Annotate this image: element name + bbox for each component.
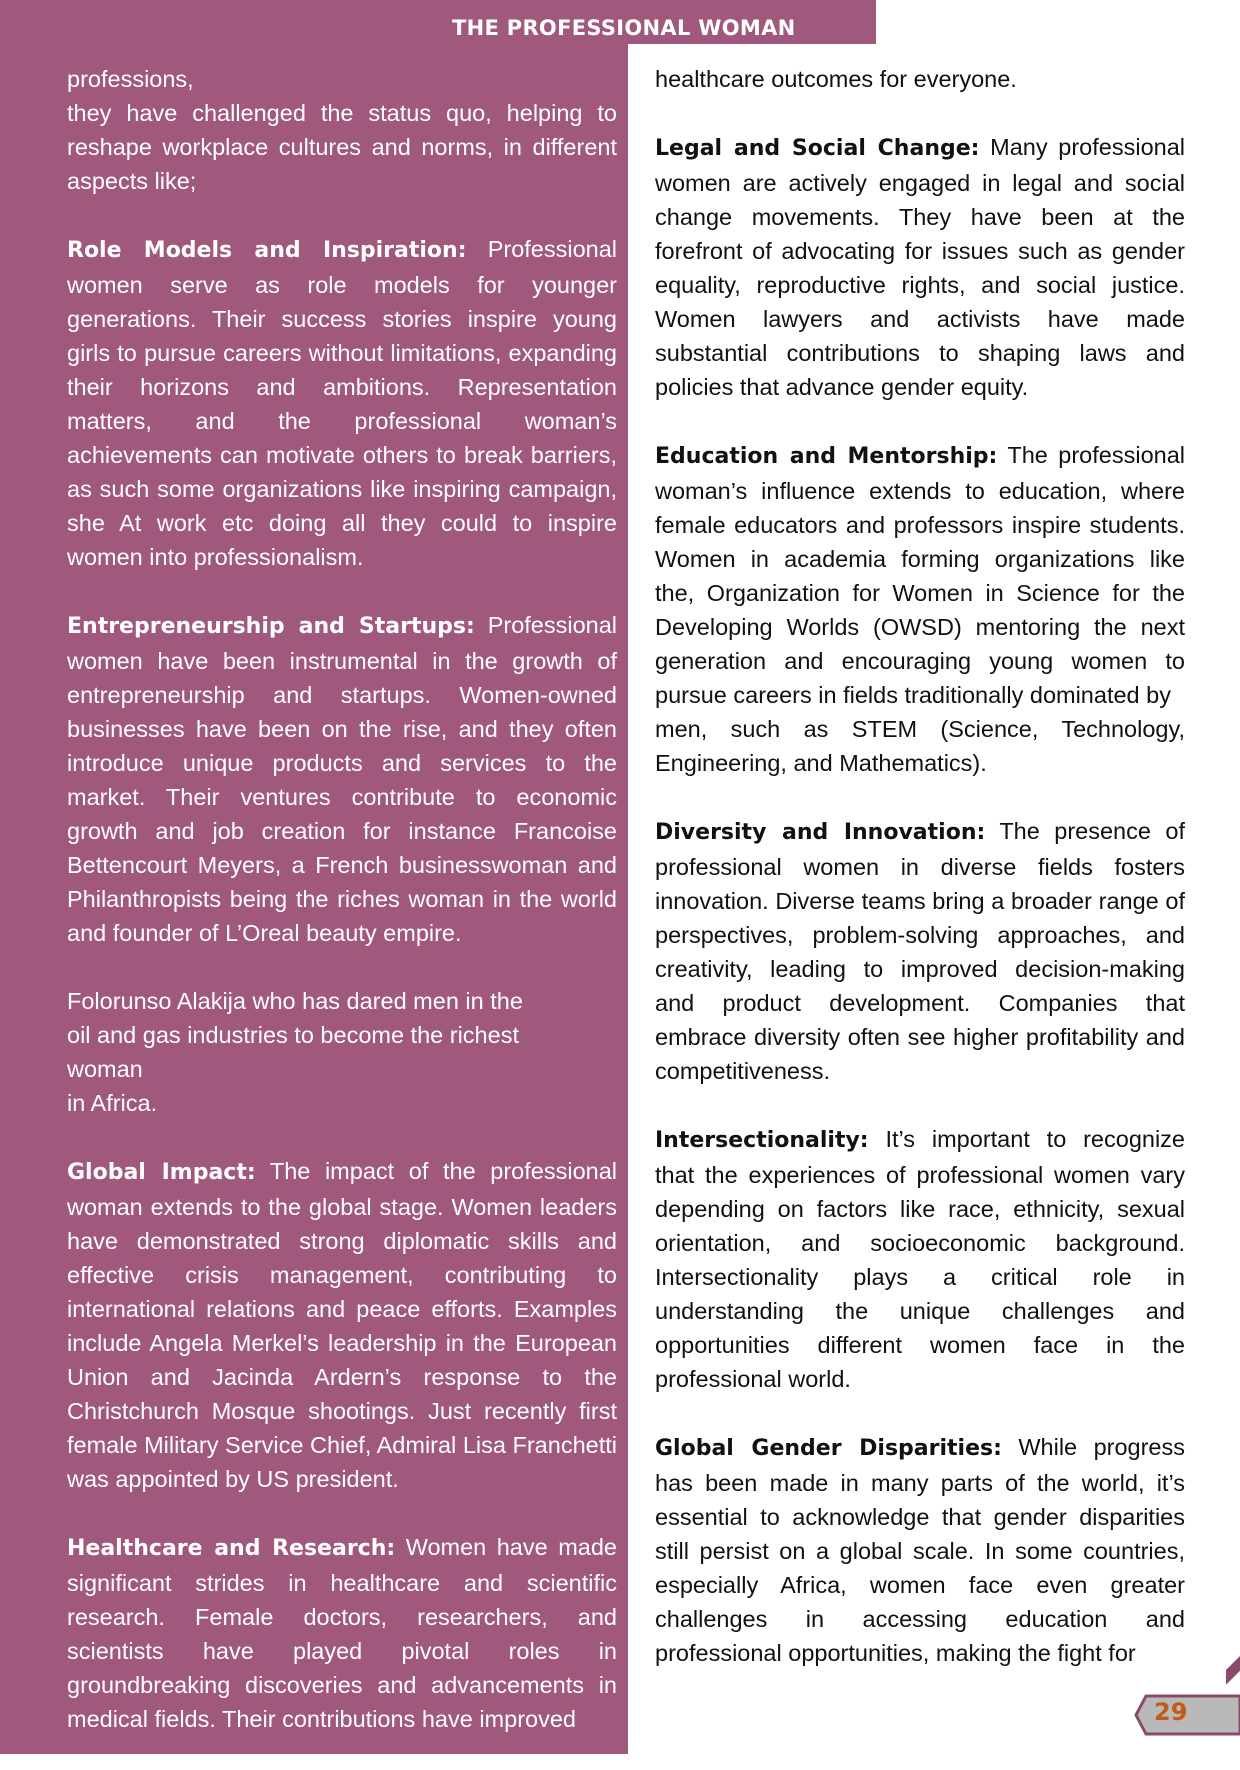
diversity-body: The presence of professional women in diverse fields fosters innovation. Diverse teams bring a broader range of perspectives, problem-solving approaches, and creativity, leading to improved decision-making and product development. Companies that embrace diversity often see higher profitability and competitiveness. bbox=[655, 818, 1185, 1084]
diversity-heading: Diversity and Innovation: bbox=[655, 820, 986, 845]
disparities-heading: Global Gender Disparities: bbox=[655, 1436, 1002, 1461]
right-column bbox=[655, 62, 1185, 1704]
education-paragraph bbox=[655, 438, 1185, 712]
header-bar bbox=[0, 0, 876, 44]
legal-body: Many professional women are actively engaged in legal and social change movements. They have been at the forefront of advocating for issues such as gender equality, reproductive rights, and social justice. Women lawyers and activists have made substantial contributions to shaping laws and policies that advance gender equity. bbox=[655, 134, 1185, 400]
global-impact-paragraph bbox=[67, 1154, 617, 1496]
entrepreneurship-paragraph bbox=[67, 608, 617, 950]
healthcare-heading: Healthcare and Research: bbox=[67, 1536, 396, 1561]
healthcare-continuation: healthcare outcomes for everyone. bbox=[655, 66, 1017, 92]
diversity-paragraph bbox=[655, 814, 1185, 1088]
education-body: The professional woman’s influence extends to education, where female educators and professors inspire students. Women in academia forming organizations like the, Organization for Women in Science for the Developing Worlds (OWSD) mentoring the next generation and encouraging young women to pursue careers in fields traditionally dominated by bbox=[655, 442, 1185, 708]
healthcare-body: Women have made significant strides in healthcare and scientific research. Female doctors, researchers, and scientists have played pivotal roles in groundbreaking discoveries and advancements in medical fields. Their contributions have improved bbox=[67, 1534, 617, 1732]
legal-paragraph bbox=[655, 130, 1185, 404]
role-models-paragraph bbox=[67, 232, 617, 574]
education-continuation: men, such as STEM (Science, Technology, Engineering, and Mathematics). bbox=[655, 716, 1185, 776]
intersectionality-heading: Intersectionality: bbox=[655, 1128, 869, 1153]
left-column bbox=[67, 62, 617, 1770]
alakija-paragraph: Folorunso Alakija who has dared men in the oil and gas industries to become the richest woman bbox=[67, 988, 523, 1082]
intro-paragraph: they have challenged the status quo, helping to reshape workplace cultures and norms, in different aspects like; bbox=[67, 100, 617, 194]
page-number-tab bbox=[1132, 1694, 1240, 1736]
disparities-body: While progress has been made in many parts of the world, it’s essential to acknowledge that gender disparities still persist on a global scale. In some countries, especially Africa, women face even greater challenges in accessing education and professional opportunities, making the fight for bbox=[655, 1434, 1185, 1666]
role-models-heading: Role Models and Inspiration: bbox=[67, 238, 467, 263]
disparities-paragraph bbox=[655, 1430, 1185, 1670]
healthcare-paragraph bbox=[67, 1530, 617, 1736]
entrepreneurship-heading: Entrepreneurship and Startups: bbox=[67, 614, 475, 639]
role-models-body: Professional women serve as role models for younger generations. Their success stories inspire young girls to pursue careers without limitations, expanding their horizons and ambitions. Representation matters, and the professional woman’s achievements can motivate others to break barriers, as such some organizations like inspiring campaign, she At work etc doing all they could to inspire women into professionalism. bbox=[67, 236, 618, 570]
intro-fragment: professions, bbox=[67, 66, 194, 92]
corner-decoration bbox=[1226, 1640, 1240, 1700]
running-header-title: THE PROFESSIONAL WOMAN bbox=[452, 16, 796, 40]
entrepreneurship-body: Professional women have been instrumental in the growth of entrepreneurship and startups. Women-owned businesses have been on the rise, and they often introduce unique products and services to the market. Their ventures contribute to economic growth and job creation for instance Francoise Bettencourt Meyers, a French businesswoman and Philanthropists being the riches woman in the world and founder of L’Oreal beauty empire. bbox=[67, 612, 618, 946]
global-impact-heading: Global Impact: bbox=[67, 1160, 256, 1185]
alakija-continuation: in Africa. bbox=[67, 1090, 158, 1116]
education-heading: Education and Mentorship: bbox=[655, 444, 998, 469]
page-number: 29 bbox=[1154, 1698, 1188, 1726]
legal-heading: Legal and Social Change: bbox=[655, 136, 980, 161]
global-impact-body: The impact of the professional woman extends to the global stage. Women leaders have demonstrated strong diplomatic skills and effective crisis management, contributing to international relations and peace efforts. Examples include Angela Merkel’s leadership in the European Union and Jacinda Ardern’s response to the Christchurch Mosque shootings. Just recently first female Military Service Chief, Admiral Lisa Franchetti was appointed by US president. bbox=[67, 1158, 617, 1492]
intersectionality-body: It’s important to recognize that the experiences of professional women vary depending on factors like race, ethnicity, sexual orientation, and socioeconomic background. Intersectionality plays a critical role in understanding the unique challenges and opportunities different women face in the professional world. bbox=[655, 1126, 1185, 1392]
intersectionality-paragraph bbox=[655, 1122, 1185, 1396]
